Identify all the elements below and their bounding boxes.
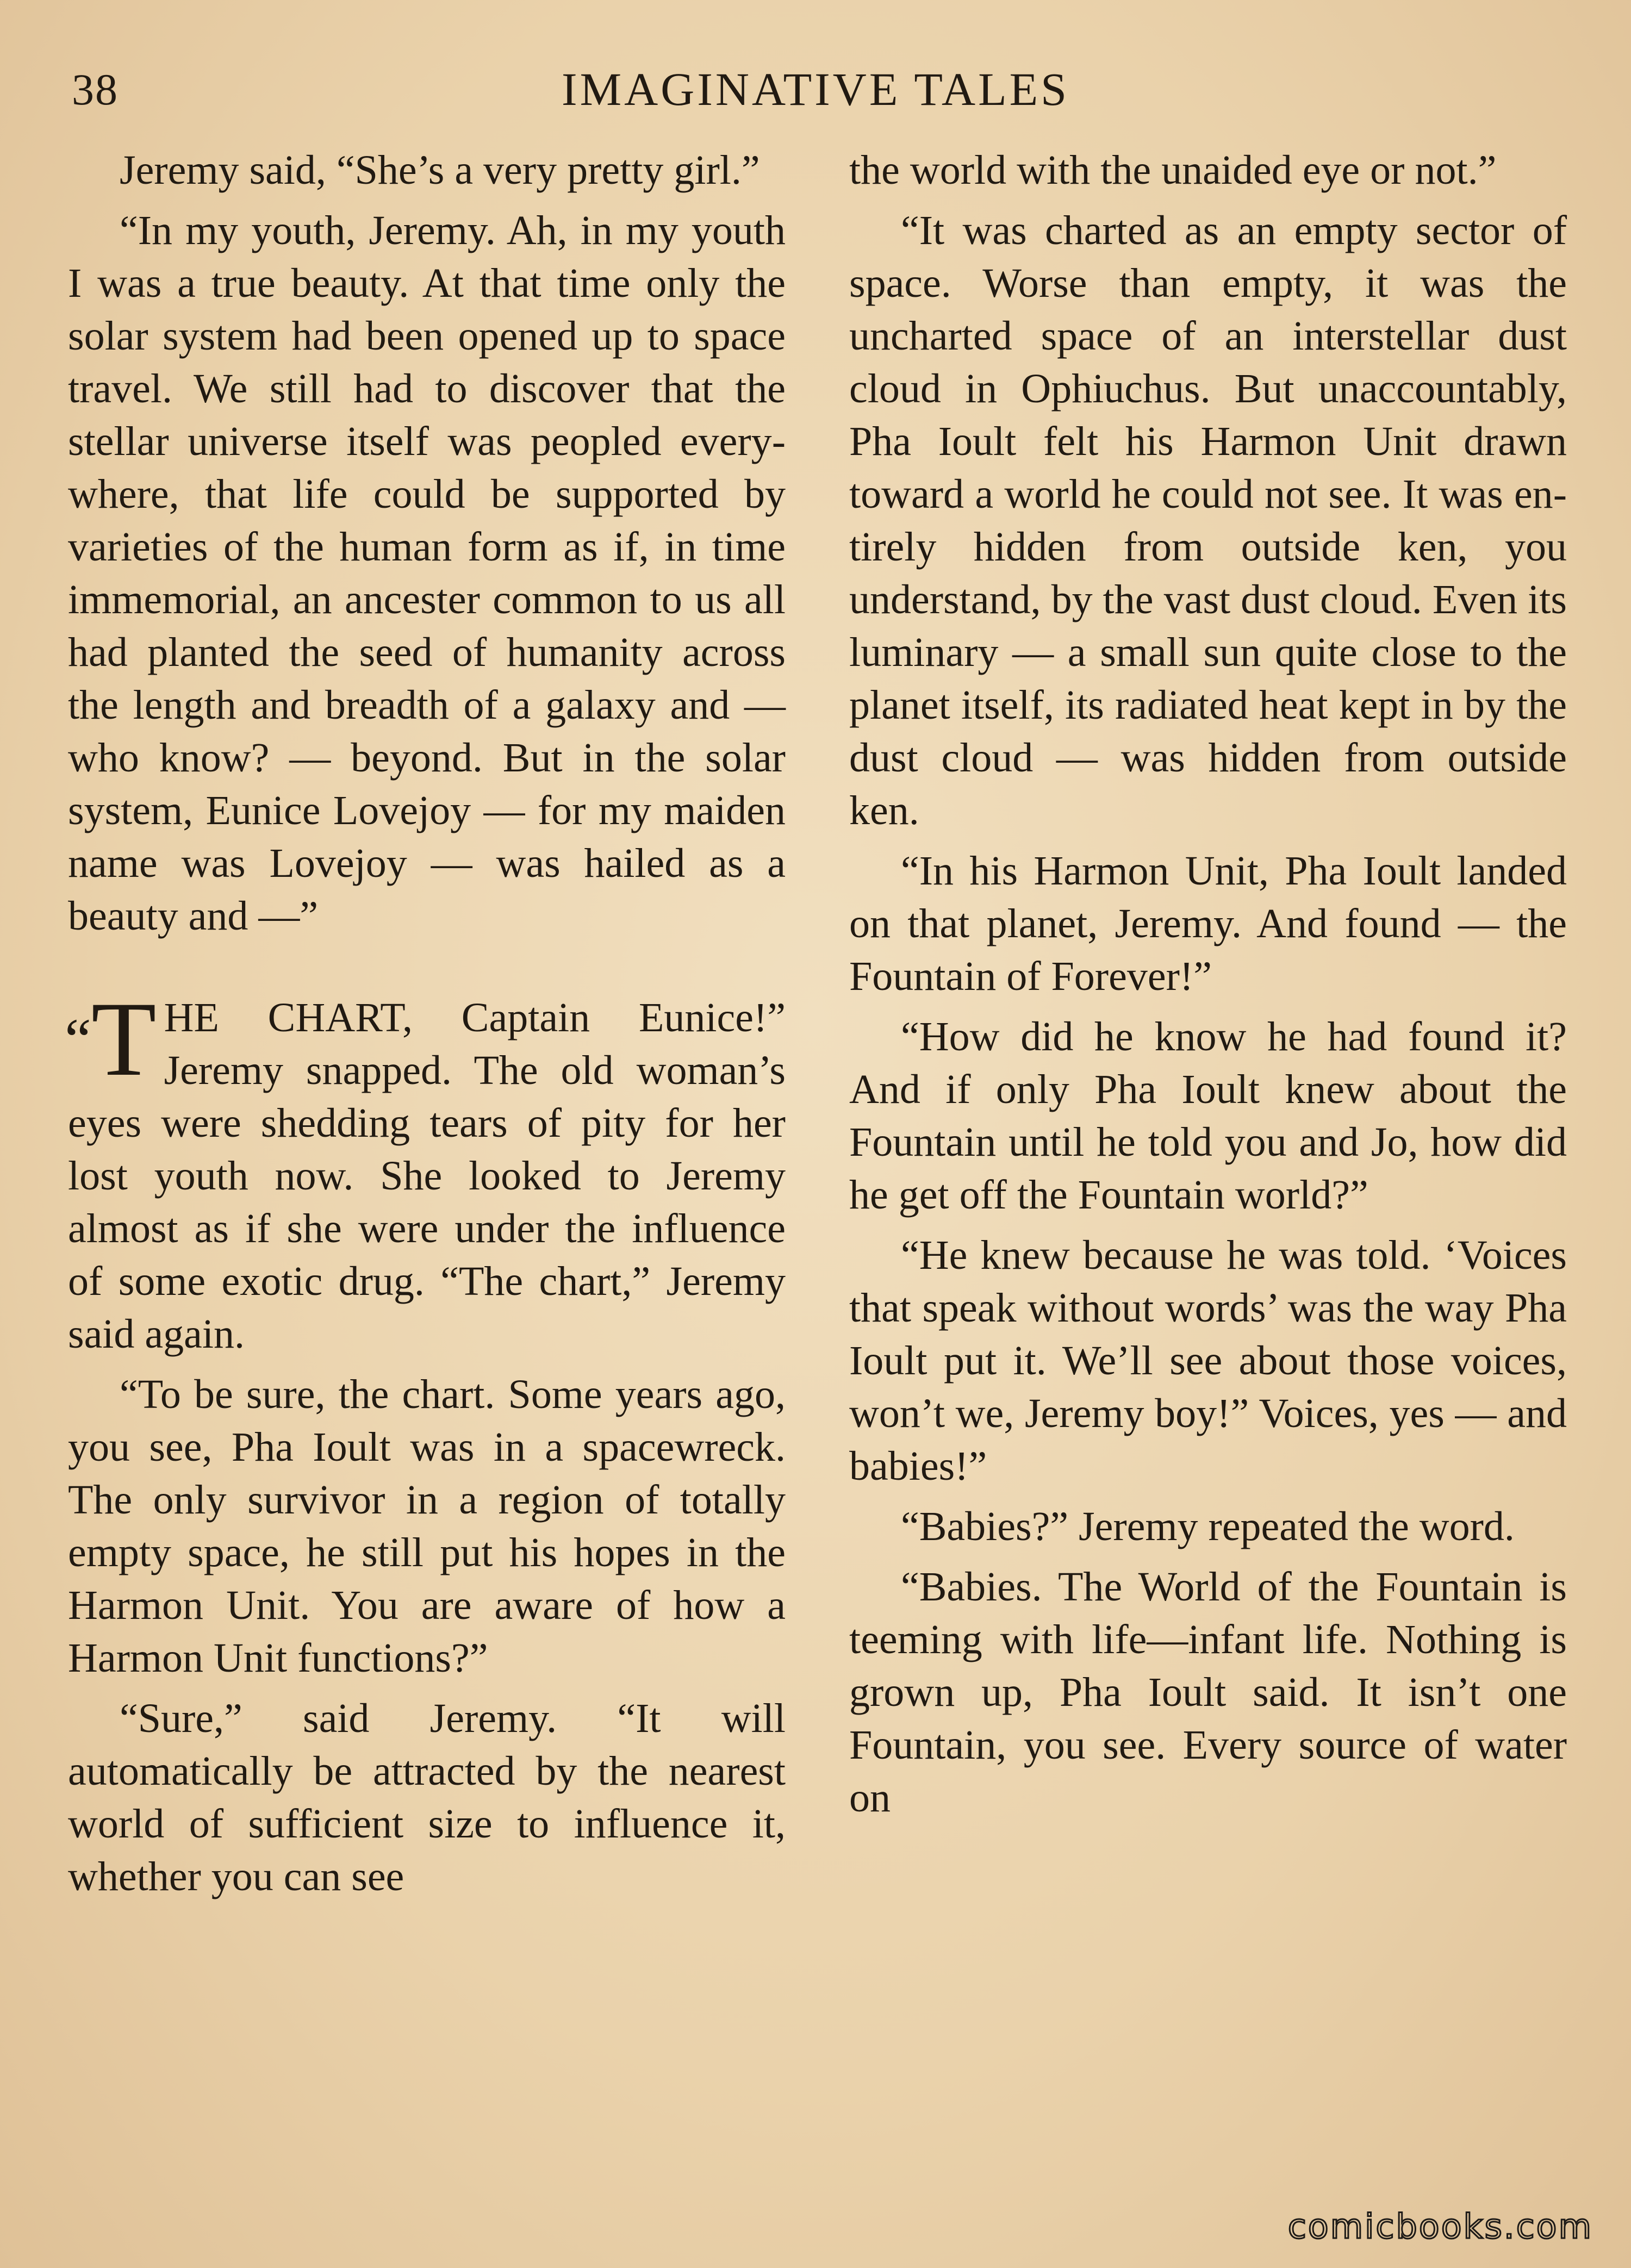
paragraph: “It was charted as an empty sector of space. Worse than empty, it was the uncharted space of an interstellar dust cloud in Ophiuchus. But unaccountably, Pha Ioult felt his Harmon Unit drawn toward a world he could not see. It was entirely hidden from outside ken, you understand, by the vast dust cloud. Even its luminary — a small sun quite close to the planet itself, its radiated heat kept in by the dust cloud — was hidden from outside ken. — [849, 208, 1567, 833]
paragraph: “Babies?” Jeremy repeated the word. — [901, 1504, 1515, 1549]
drop-cap-quote: “ — [65, 1006, 91, 1073]
drop-cap — [65, 980, 157, 1098]
paragraph-text: HE CHART, Captain Eunice!” Jeremy snapped. The old woman’s eyes were shedding tears of pity for her lost youth now. She looked to Jeremy almost as if she were under the influence of some exotic drug. “The chart,” Jeremy said again. — [68, 995, 786, 1357]
page-header — [65, 54, 1566, 120]
paragraph: “He knew because he was told. ‘Voices that speak without words’ was the way Pha Ioult put it. We’ll see about those voices, won’t we, Jeremy boy!” Voices, yes — and babies!” — [849, 1232, 1567, 1489]
paragraph: “In his Harmon Unit, Pha Ioult landed on that planet, Jeremy. And found — the Fountain of Forever!” — [849, 848, 1567, 999]
right-column — [849, 144, 1567, 1832]
paragraph: “Babies. The World of the Fountain is teeming with life—infant life. Nothing is grown up, Pha Ioult said. It isn’t one Fountain, you see. Every source of water on — [849, 1564, 1567, 1821]
paragraph: “To be sure, the chart. Some years ago, you see, Pha Ioult was in a spacewreck. The only survivor in a region of totally empty space, he still put his hopes in the Harmon Unit. You are aware of how a Harmon Unit functions?” — [68, 1372, 786, 1681]
paragraph: the world with the unaided eye or not.” — [849, 147, 1497, 193]
paragraph: “Sure,” said Jeremy. “It will automatically be attracted by the nearest world of sufficient size to influence it, whether you can see — [68, 1696, 786, 1899]
running-head: IMAGINATIVE TALES — [561, 63, 1070, 115]
drop-cap-paragraph — [65, 980, 786, 1361]
drop-cap-letter: T — [91, 980, 157, 1098]
paragraph: “How did he know he had found it? And if only Pha Ioult knew about the Fountain until he told you and Jo, how did he get off the Fountain world?” — [849, 1014, 1567, 1218]
left-column — [65, 144, 786, 1911]
paragraph: Jeremy said, “She’s a very pretty girl.” — [120, 147, 760, 193]
page-number: 38 — [72, 65, 119, 114]
paragraph: “In my youth, Jeremy. Ah, in my youth I was a true beauty. At that time only the solar system had been opened up to space travel. We still had to discover that the stellar universe itself was peopled everywhere, that life could be supported by varieties of the human form as if, in time immemorial, an ancester common to us all had planted the seed of humanity across the length and breadth of a galaxy and — who know? — beyond. But in the solar system, Eunice Lovejoy — for my maiden name was Lovejoy — was hailed as a beauty and —” — [68, 208, 786, 939]
watermark: comicbooks.com — [1287, 2207, 1593, 2246]
